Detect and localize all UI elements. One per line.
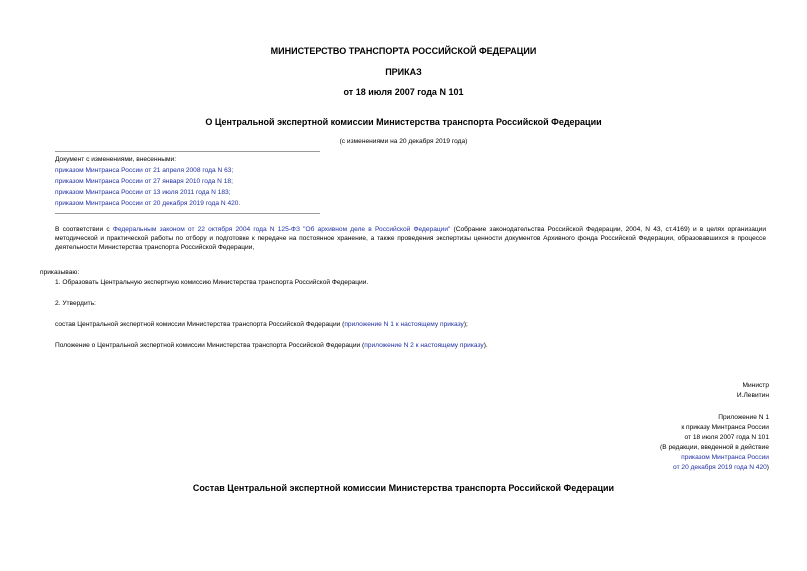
preamble-paragraph <box>55 225 766 252</box>
changes-intro: Документ с изменениями, внесенными: <box>55 156 177 163</box>
approve-1-end: ); <box>463 321 468 328</box>
federal-law-link[interactable]: Федеральным законом от 22 октября 2004 года N 125-ФЗ "Об архивном деле в Российской Федерации" <box>112 226 451 233</box>
document-date-number: от 18 июля 2007 года N 101 <box>343 87 464 97</box>
appendix-1-link[interactable]: приложение N 1 к настоящему приказу <box>344 321 464 328</box>
signature-name: И.Левитин <box>736 392 769 399</box>
approve-2-end: ). <box>483 342 488 349</box>
document-type: ПРИКАЗ <box>385 67 422 77</box>
change-link-1[interactable]: приказом Минтранса России от 21 апреля 2008 года N 63; <box>55 167 234 174</box>
approve-2-text: Положение о Центральной экспертной комиссии Министерства транспорта Российской Федерации ( <box>55 342 365 349</box>
approve-item-1 <box>55 320 468 329</box>
change-link-3[interactable]: приказом Минтранса России от 13 июля 2011 года N 183; <box>55 189 231 196</box>
appendix-amend-link[interactable]: приказом Минтранса России <box>681 454 769 461</box>
approve-1-text: состав Центральной экспертной комиссии Министерства транспорта Российской Федерации ( <box>55 321 345 328</box>
appendix-line-4: (В редакции, введенной в действие <box>660 444 769 451</box>
appendix-amend-date-link[interactable]: от 20 декабря 2019 года N 420 <box>673 464 767 471</box>
divider-bottom <box>55 213 320 214</box>
signature-position: Министр <box>742 382 769 389</box>
order-word: приказываю: <box>40 269 80 276</box>
change-link-4[interactable]: приказом Минтранса России от 20 декабря 2019 года N 420. <box>55 200 241 207</box>
ministry-heading: МИНИСТЕРСТВО ТРАНСПОРТА РОССИЙСКОЙ ФЕДЕРАЦИИ <box>270 46 537 56</box>
appendix-line-2: к приказу Минтранса России <box>681 424 769 431</box>
appendix-line-6 <box>673 463 769 472</box>
change-link-2[interactable]: приказом Минтранса России от 27 января 2010 года N 18; <box>55 178 233 185</box>
approve-item-2 <box>55 341 488 350</box>
appendix-line-6-end: ) <box>766 464 769 471</box>
appendix-2-link[interactable]: приложение N 2 к настоящему приказу <box>364 342 484 349</box>
order-item-1: 1. Образовать Центральную экспертную комиссию Министерства транспорта Российской Федерации. <box>55 279 369 286</box>
appendix-line-1: Приложение N 1 <box>718 414 769 421</box>
preamble-end: (Собрание законодательства Российской Федерации, 2004, N 43, ст.4169) и в целях организации методической и практической работы по отбору и подготовке к передаче на постоянное хранение, а также проведения экспертизы ценности документов Архивного фонда Российской Федерации, образовавшихся в процессе деятельности Министерства транспорта Российской Федерации, <box>55 226 767 251</box>
order-item-2: 2. Утвердить: <box>55 300 96 307</box>
document-title: О Центральной экспертной комиссии Министерства транспорта Российской Федерации <box>205 117 602 127</box>
appendix-title: Состав Центральной экспертной комиссии Министерства транспорта Российской Федерации <box>192 483 615 493</box>
appendix-line-3: от 18 июля 2007 года N 101 <box>684 434 769 441</box>
divider-top <box>55 151 320 152</box>
revision-note: (с изменениями на 20 декабря 2019 года) <box>339 138 468 145</box>
preamble-start: В соответствии с <box>55 226 113 233</box>
